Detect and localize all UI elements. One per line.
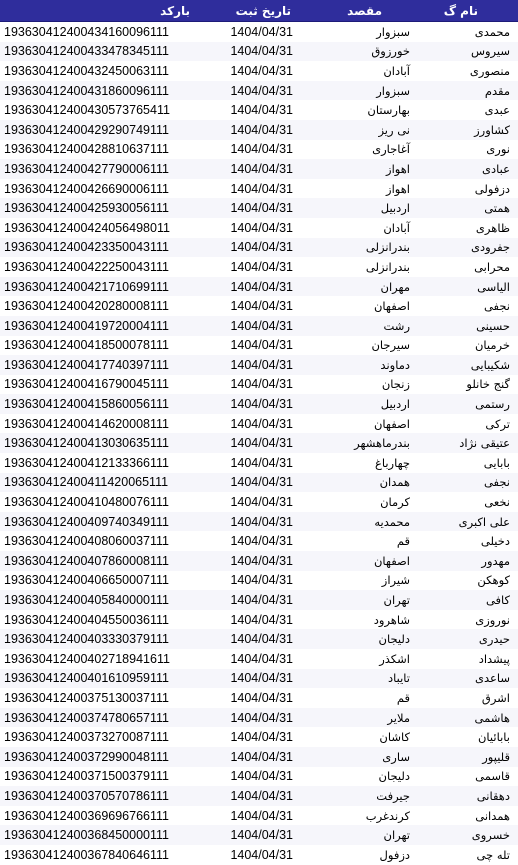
name-cell[interactable]: تله چی (476, 847, 510, 862)
destination-cell[interactable]: محمدیه (301, 512, 418, 532)
date-cell[interactable]: 1404/04/31 (230, 220, 293, 235)
destination-cell[interactable]: خورزوق (301, 42, 418, 62)
date-cell[interactable]: 1404/04/31 (230, 377, 293, 392)
destination-cell[interactable]: کرندغرب (365, 808, 410, 823)
destination-cell[interactable]: قم (396, 690, 410, 705)
table-row[interactable] (0, 610, 518, 630)
name-cell[interactable]: جفرودی (418, 238, 518, 258)
destination-cell[interactable]: چهارباغ (374, 455, 410, 470)
name-cell[interactable]: ساعدی (418, 669, 518, 689)
barcode-cell[interactable]: 193630412400430573765411 (4, 103, 170, 118)
destination-cell[interactable]: ملایر (301, 708, 418, 728)
barcode-cell[interactable]: 193630412400369696766111 (4, 808, 169, 823)
name-cell[interactable]: کافی (418, 590, 518, 610)
name-cell[interactable]: خسروی (418, 825, 518, 845)
table-row[interactable] (0, 688, 518, 708)
destination-cell[interactable]: شاهرود (373, 612, 410, 627)
destination-cell[interactable]: زنجان (381, 377, 410, 392)
barcode-cell[interactable]: 193630412400416790045111 (4, 377, 169, 392)
destination-cell[interactable]: سبزوار (376, 24, 410, 39)
table-row[interactable] (0, 845, 518, 865)
table-row[interactable] (0, 747, 518, 767)
name-cell[interactable]: نجفی (418, 473, 518, 493)
date-cell[interactable]: 1404/04/31 (230, 573, 293, 588)
name-cell[interactable]: ترکی (485, 416, 510, 431)
name-cell[interactable]: دهقانی (418, 786, 518, 806)
destination-cell[interactable]: سیرجان (371, 338, 410, 353)
destination-cell[interactable]: نی ریز (301, 120, 418, 140)
name-cell[interactable]: نجفی (483, 299, 510, 314)
date-cell[interactable]: 1404/04/31 (230, 495, 293, 510)
name-cell[interactable]: اشرق (481, 690, 510, 705)
name-cell[interactable]: بابایی (483, 455, 510, 470)
date-cell[interactable]: 1404/04/31 (230, 259, 293, 274)
barcode-cell[interactable]: 193630412400370570786111 (0, 786, 206, 806)
name-cell[interactable]: قلیپور (418, 747, 518, 767)
destination-cell[interactable]: قم (396, 534, 410, 549)
name-cell[interactable]: الیاسی (418, 277, 518, 297)
table-row[interactable] (0, 512, 518, 532)
destination-cell[interactable]: اردبیل (301, 394, 418, 414)
date-cell[interactable]: 1404/04/31 (206, 786, 301, 806)
destination-cell[interactable]: اصفهان (301, 551, 418, 571)
table-row[interactable] (0, 159, 518, 179)
destination-cell[interactable]: کاشان (379, 730, 410, 745)
date-cell[interactable]: 1404/04/31 (230, 299, 293, 314)
barcode-cell[interactable]: 193630412400408060037111 (4, 534, 169, 549)
table-row[interactable] (0, 492, 518, 512)
destination-cell[interactable]: بهارستان (367, 103, 410, 118)
date-cell[interactable]: 1404/04/31 (206, 512, 301, 532)
barcode-cell[interactable]: 193630412400372990048111 (0, 747, 206, 767)
table-row[interactable] (0, 649, 518, 669)
barcode-cell[interactable]: 193630412400427790006111 (0, 159, 206, 179)
date-cell[interactable]: 1404/04/31 (206, 238, 301, 258)
date-cell[interactable]: 1404/04/31 (206, 198, 301, 218)
destination-cell[interactable]: اصفهان (373, 416, 410, 431)
barcode-cell[interactable]: 193630412400371500379111 (4, 769, 169, 784)
table-row[interactable] (0, 336, 518, 356)
name-cell[interactable]: همدانی (475, 808, 510, 823)
name-cell[interactable]: مهدور (418, 551, 518, 571)
destination-cell[interactable]: کرمان (380, 495, 410, 510)
table-row[interactable] (0, 316, 518, 336)
table-row[interactable] (0, 767, 518, 787)
barcode-cell[interactable]: 193630412400402718941611 (4, 651, 170, 666)
destination-cell[interactable]: دزفول (379, 847, 410, 862)
barcode-cell[interactable]: 193630412400368450000111 (0, 825, 206, 845)
barcode-cell[interactable]: 193630412400426690006111 (4, 181, 169, 196)
barcode-cell[interactable]: 193630412400406650007111 (4, 573, 169, 588)
destination-cell[interactable]: آبادان (383, 220, 410, 235)
barcode-cell[interactable]: 193630412400432450063111 (4, 63, 169, 78)
table-row[interactable] (0, 100, 518, 120)
barcode-cell[interactable]: 193630412400417740397111 (0, 355, 206, 375)
date-cell[interactable]: 1404/04/31 (206, 433, 301, 453)
barcode-cell[interactable]: 193630412400401610959111 (0, 669, 206, 689)
table-row[interactable] (0, 727, 518, 747)
table-row[interactable] (0, 708, 518, 728)
barcode-cell[interactable]: 193630412400405840000111 (0, 590, 206, 610)
destination-cell[interactable]: اهواز (386, 181, 410, 196)
date-cell[interactable]: 1404/04/31 (230, 142, 293, 157)
barcode-cell[interactable]: 193630412400419720004111 (0, 316, 206, 336)
name-cell[interactable]: نوروزی (475, 612, 510, 627)
date-cell[interactable]: 1404/04/31 (230, 808, 293, 823)
name-cell[interactable]: همتی (418, 198, 518, 218)
destination-cell[interactable]: آبادان (383, 63, 410, 78)
name-cell[interactable]: علی اکبری (418, 512, 518, 532)
destination-cell[interactable]: دماوند (301, 355, 418, 375)
table-row[interactable] (0, 531, 518, 551)
column-header-date[interactable]: تاریخ ثبت (206, 0, 301, 22)
table-row[interactable] (0, 257, 518, 277)
date-cell[interactable]: 1404/04/31 (230, 847, 293, 862)
date-cell[interactable]: 1404/04/31 (230, 730, 293, 745)
table-row[interactable] (0, 551, 518, 571)
column-header-barcode[interactable]: بارکد (0, 0, 206, 22)
barcode-cell[interactable]: 193630412400431860096111 (0, 81, 206, 101)
barcode-cell[interactable]: 193630412400367840646111 (4, 847, 169, 862)
barcode-cell[interactable]: 193630412400410480076111 (4, 495, 169, 510)
date-cell[interactable]: 1404/04/31 (206, 708, 301, 728)
name-cell[interactable]: دزفولی (474, 181, 510, 196)
destination-cell[interactable]: بندرانزلی (365, 259, 410, 274)
destination-cell[interactable]: اهواز (301, 159, 418, 179)
name-cell[interactable]: حیدری (418, 629, 518, 649)
destination-cell[interactable]: سبزوار (301, 81, 418, 101)
barcode-cell[interactable]: 193630412400375130037111 (4, 690, 169, 705)
table-row[interactable] (0, 473, 518, 493)
date-cell[interactable]: 1404/04/31 (230, 181, 293, 196)
date-cell[interactable]: 1404/04/31 (230, 338, 293, 353)
table-row[interactable] (0, 375, 518, 395)
destination-cell[interactable]: بندرماهشهر (301, 433, 418, 453)
name-cell[interactable]: محمدی (474, 24, 510, 39)
date-cell[interactable]: 1404/04/31 (206, 355, 301, 375)
destination-cell[interactable]: دلیجان (378, 769, 410, 784)
destination-cell[interactable]: شیراز (381, 573, 410, 588)
destination-cell[interactable]: اردبیل (301, 198, 418, 218)
column-header-destination[interactable]: مقصد (301, 0, 418, 22)
destination-cell[interactable]: رشت (301, 316, 418, 336)
table-row[interactable] (0, 806, 518, 826)
destination-cell[interactable]: آغاجاری (372, 142, 410, 157)
table-row[interactable] (0, 669, 518, 689)
table-row[interactable] (0, 179, 518, 199)
destination-cell[interactable]: اشکذر (379, 651, 410, 666)
barcode-cell[interactable]: 193630412400413030635111 (0, 433, 206, 453)
barcode-cell[interactable]: 193630412400424056498011 (4, 220, 170, 235)
date-cell[interactable]: 1404/04/31 (206, 473, 301, 493)
date-cell[interactable]: 1404/04/31 (206, 120, 301, 140)
name-cell[interactable]: عبادی (418, 159, 518, 179)
name-cell[interactable]: پیشداد (478, 651, 510, 666)
table-row[interactable] (0, 218, 518, 238)
date-cell[interactable]: 1404/04/31 (206, 316, 301, 336)
name-cell[interactable]: محرابی (474, 259, 510, 274)
table-row[interactable] (0, 120, 518, 140)
barcode-cell[interactable]: 193630412400433478345111 (0, 42, 206, 62)
destination-cell[interactable]: مهران (301, 277, 418, 297)
barcode-cell[interactable]: 193630412400425930056111 (0, 198, 206, 218)
barcode-cell[interactable]: 193630412400428810637111 (4, 142, 169, 157)
destination-cell[interactable]: بندرانزلی (301, 238, 418, 258)
date-cell[interactable]: 1404/04/31 (206, 629, 301, 649)
name-cell[interactable]: هاشمی (418, 708, 518, 728)
table-row[interactable] (0, 571, 518, 591)
table-row[interactable] (0, 61, 518, 81)
barcode-cell[interactable]: 193630412400415860056111 (0, 394, 206, 414)
name-cell[interactable]: ظاهری (475, 220, 510, 235)
barcode-cell[interactable]: 193630412400411420065111 (0, 473, 206, 493)
date-cell[interactable]: 1404/04/31 (230, 63, 293, 78)
name-cell[interactable]: نوری (486, 142, 510, 157)
table-row[interactable] (0, 590, 518, 610)
table-row[interactable] (0, 81, 518, 101)
table-row[interactable] (0, 394, 518, 414)
barcode-cell[interactable]: 193630412400409740349111 (0, 512, 206, 532)
destination-cell[interactable]: همدان (301, 473, 418, 493)
name-cell[interactable]: حسینی (418, 316, 518, 336)
barcode-cell[interactable]: 193630412400374780657111 (0, 708, 206, 728)
date-cell[interactable]: 1404/04/31 (230, 24, 293, 39)
table-row[interactable] (0, 140, 518, 160)
name-cell[interactable]: مقدم (418, 81, 518, 101)
name-cell[interactable]: بابائیان (477, 730, 510, 745)
table-row[interactable] (0, 453, 518, 473)
name-cell[interactable]: نخعی (484, 495, 510, 510)
table-row[interactable] (0, 238, 518, 258)
header-row (0, 0, 518, 22)
barcode-cell[interactable]: 193630412400422250043111 (4, 259, 169, 274)
name-cell[interactable]: کوهکن (477, 573, 510, 588)
barcode-cell[interactable]: 193630412400429290749111 (0, 120, 206, 140)
date-cell[interactable]: 1404/04/31 (206, 825, 301, 845)
date-cell[interactable]: 1404/04/31 (206, 42, 301, 62)
barcode-cell[interactable]: 193630412400420280008111 (4, 299, 169, 314)
table-row[interactable] (0, 786, 518, 806)
date-cell[interactable]: 1404/04/31 (206, 159, 301, 179)
name-cell[interactable]: منصوری (469, 63, 510, 78)
date-cell[interactable]: 1404/04/31 (230, 103, 293, 118)
date-cell[interactable]: 1404/04/31 (206, 747, 301, 767)
date-cell[interactable]: 1404/04/31 (230, 534, 293, 549)
barcode-cell[interactable]: 193630412400403330379111 (0, 629, 206, 649)
name-cell[interactable]: عبدی (484, 103, 510, 118)
table-row[interactable] (0, 296, 518, 316)
date-cell[interactable]: 1404/04/31 (206, 551, 301, 571)
barcode-cell[interactable]: 193630412400373270087111 (4, 730, 169, 745)
date-cell[interactable]: 1404/04/31 (230, 416, 293, 431)
date-cell[interactable]: 1404/04/31 (206, 277, 301, 297)
name-cell[interactable]: کشاورز (418, 120, 518, 140)
table-row[interactable] (0, 277, 518, 297)
destination-cell[interactable]: تهران (301, 825, 418, 845)
date-cell[interactable]: 1404/04/31 (206, 590, 301, 610)
destination-cell[interactable]: ساری (301, 747, 418, 767)
barcode-cell[interactable]: 193630412400434160096111 (4, 24, 169, 39)
name-cell[interactable]: رستمی (418, 394, 518, 414)
destination-cell[interactable]: دلیجان (301, 629, 418, 649)
barcode-cell[interactable]: 193630412400407860008111 (0, 551, 206, 571)
barcode-cell[interactable]: 193630412400404550036111 (4, 612, 169, 627)
barcode-cell[interactable]: 193630412400412133366111 (4, 455, 169, 470)
date-cell[interactable]: 1404/04/31 (206, 81, 301, 101)
destination-cell[interactable]: تهران (301, 590, 418, 610)
name-cell[interactable]: خرمیان (474, 338, 510, 353)
table-row[interactable] (0, 433, 518, 453)
name-cell[interactable]: سیروس (418, 42, 518, 62)
name-cell[interactable]: گنج خانلو (466, 377, 510, 392)
date-cell[interactable]: 1404/04/31 (230, 690, 293, 705)
destination-cell[interactable]: اصفهان (373, 299, 410, 314)
table-row[interactable] (0, 22, 518, 42)
name-cell[interactable]: عتیقی نژاد (418, 433, 518, 453)
date-cell[interactable]: 1404/04/31 (230, 455, 293, 470)
table-body (0, 22, 518, 865)
date-cell[interactable]: 1404/04/31 (230, 769, 293, 784)
table-row[interactable] (0, 825, 518, 845)
barcode-cell[interactable]: 193630412400414620008111 (4, 416, 169, 431)
table-row[interactable] (0, 414, 518, 434)
destination-cell[interactable]: تایباد (301, 669, 418, 689)
column-header-name[interactable]: نام گ (418, 0, 518, 22)
name-cell[interactable]: دخیلی (480, 534, 510, 549)
name-cell[interactable]: شکیبایی (418, 355, 518, 375)
barcode-cell[interactable]: 193630412400421710699111 (0, 277, 206, 297)
table-row[interactable] (0, 355, 518, 375)
date-cell[interactable]: 1404/04/31 (230, 651, 293, 666)
table-row[interactable] (0, 198, 518, 218)
table-row[interactable] (0, 629, 518, 649)
name-cell[interactable]: قاسمی (475, 769, 510, 784)
destination-cell[interactable]: جیرفت (301, 786, 418, 806)
date-cell[interactable]: 1404/04/31 (206, 669, 301, 689)
date-cell[interactable]: 1404/04/31 (230, 612, 293, 627)
date-cell[interactable]: 1404/04/31 (206, 394, 301, 414)
barcode-cell[interactable]: 193630412400423350043111 (0, 238, 206, 258)
barcode-cell[interactable]: 193630412400418500078111 (4, 338, 169, 353)
table-row[interactable] (0, 42, 518, 62)
